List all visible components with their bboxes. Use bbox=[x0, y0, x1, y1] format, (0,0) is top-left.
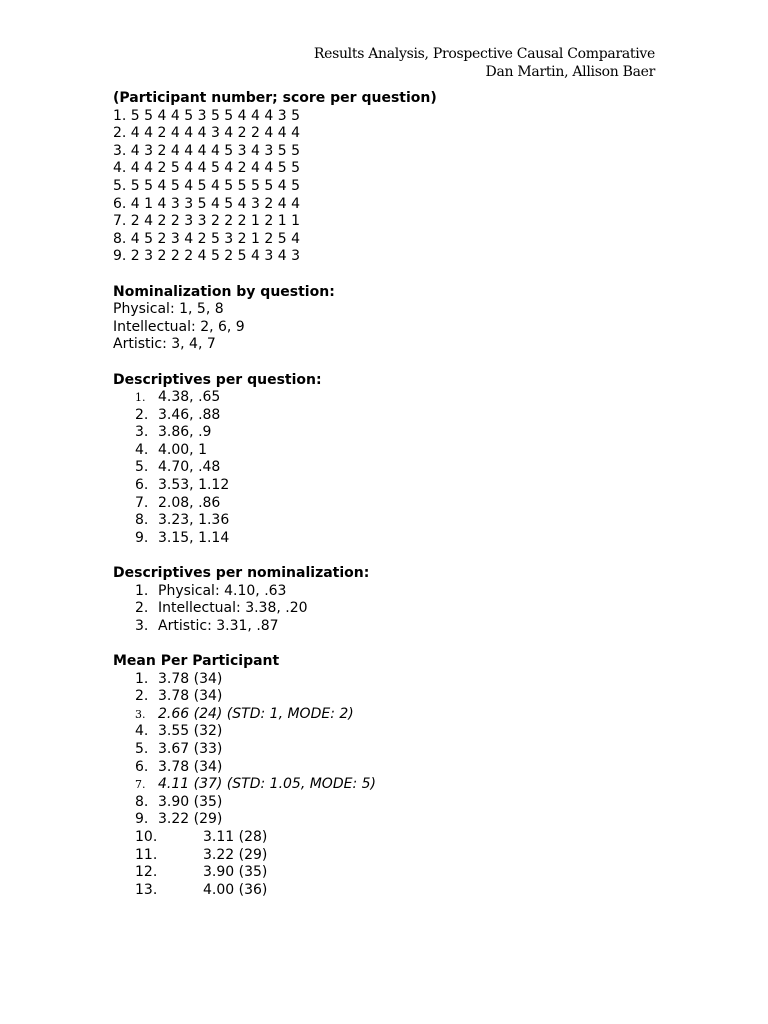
header-authors: Dan Martin, Allison Baer bbox=[485, 64, 655, 80]
participant-row: 3. 4 3 2 4 4 4 4 5 3 4 3 5 5 bbox=[113, 142, 301, 159]
participants-heading: (Participant number; score per question) bbox=[113, 90, 437, 106]
list-item-text: 3.46, .88 bbox=[158, 406, 221, 423]
participant-row: 8. 4 5 2 3 4 2 5 3 2 1 2 5 4 bbox=[113, 230, 301, 247]
list-item bbox=[113, 882, 673, 900]
list-item-number: 1. bbox=[135, 582, 149, 599]
list-item-number: 8. bbox=[135, 793, 149, 810]
list-item-text: 4.70, .48 bbox=[158, 459, 221, 476]
list-item bbox=[113, 794, 673, 812]
list-item-text: 3.23, 1.36 bbox=[158, 512, 230, 529]
document-header bbox=[314, 45, 655, 81]
list-item-number: 3. bbox=[135, 617, 149, 634]
list-item-number: 1. bbox=[135, 391, 146, 405]
list-item-number: 7. bbox=[135, 494, 149, 511]
list-item bbox=[113, 864, 673, 882]
list-item-number: 3. bbox=[135, 707, 146, 721]
list-item-text: 3.53, 1.12 bbox=[158, 477, 230, 494]
list-item bbox=[113, 618, 673, 636]
list-item-text: 4.38, .65 bbox=[158, 389, 221, 406]
list-item bbox=[113, 706, 673, 724]
list-item-number: 6. bbox=[135, 758, 149, 775]
list-item-text: 2.66 (24) (STD: 1, MODE: 2) bbox=[158, 705, 354, 722]
nominalization-line: Artistic: 3, 4, 7 bbox=[113, 336, 216, 353]
list-item-number: 2. bbox=[135, 600, 149, 617]
list-item bbox=[113, 847, 673, 865]
list-item bbox=[113, 776, 673, 794]
mean-participant-heading: Mean Per Participant bbox=[113, 653, 280, 669]
list-item bbox=[113, 495, 673, 513]
list-item-text: 3.22 (29) bbox=[203, 846, 268, 863]
list-item-number: 12. bbox=[135, 864, 158, 881]
list-item-number: 13. bbox=[135, 881, 158, 898]
list-item-text: Intellectual: 3.38, .20 bbox=[158, 600, 308, 617]
list-item-number: 8. bbox=[135, 512, 149, 529]
spacer bbox=[113, 266, 673, 284]
list-item-text: 3.90 (35) bbox=[158, 793, 223, 810]
participant-row: 9. 2 3 2 2 2 4 5 2 5 4 3 4 3 bbox=[113, 248, 301, 265]
list-item bbox=[113, 389, 673, 407]
list-item-number: 4. bbox=[135, 723, 149, 740]
participant-row: 1. 5 5 4 4 5 3 5 5 4 4 4 3 5 bbox=[113, 107, 301, 124]
list-item-number: 7. bbox=[135, 778, 146, 792]
participant-row: 4. 4 4 2 5 4 4 5 4 2 4 4 5 5 bbox=[113, 160, 301, 177]
list-item-number: 1. bbox=[135, 670, 149, 687]
descriptives-question-heading: Descriptives per question: bbox=[113, 371, 322, 388]
list-item-number: 4. bbox=[135, 441, 149, 458]
list-item bbox=[113, 424, 673, 442]
list-item-number: 6. bbox=[135, 477, 149, 494]
spacer bbox=[113, 547, 673, 565]
header-title: Results Analysis, Prospective Causal Comparative bbox=[313, 46, 655, 62]
list-item-text: 4.00 (36) bbox=[203, 881, 268, 898]
list-item-number: 5. bbox=[135, 740, 149, 757]
list-item bbox=[113, 759, 673, 777]
list-item-text: 3.78 (34) bbox=[158, 670, 223, 687]
list-item bbox=[113, 512, 673, 530]
list-item-text: 3.22 (29) bbox=[158, 811, 223, 828]
list-item-number: 9. bbox=[135, 811, 149, 828]
spacer bbox=[113, 354, 673, 372]
list-item bbox=[113, 459, 673, 477]
list-item-text: 3.90 (35) bbox=[203, 864, 268, 881]
nominalization-line: Intellectual: 2, 6, 9 bbox=[113, 318, 245, 335]
list-item-text: 3.78 (34) bbox=[158, 688, 223, 705]
nominalization-line: Physical: 1, 5, 8 bbox=[113, 301, 224, 318]
spacer bbox=[113, 635, 673, 653]
list-item-number: 5. bbox=[135, 459, 149, 476]
list-item bbox=[113, 600, 673, 618]
participant-row: 6. 4 1 4 3 3 5 4 5 4 3 2 4 4 bbox=[113, 195, 301, 212]
list-item-text: 3.11 (28) bbox=[203, 828, 268, 845]
list-item-number: 3. bbox=[135, 424, 149, 441]
list-item bbox=[113, 671, 673, 689]
list-item-number: 11. bbox=[135, 846, 158, 863]
list-item-text: 3.86, .9 bbox=[158, 424, 212, 441]
list-item bbox=[113, 407, 673, 425]
list-item bbox=[113, 829, 673, 847]
list-item bbox=[113, 583, 673, 601]
participant-row: 7. 2 4 2 2 3 3 2 2 2 1 2 1 1 bbox=[113, 213, 301, 230]
list-item-number: 2. bbox=[135, 688, 149, 705]
participant-row: 5. 5 5 4 5 4 5 4 5 5 5 5 4 5 bbox=[113, 177, 301, 194]
list-item-text: 2.08, .86 bbox=[158, 494, 221, 511]
nominalization-heading: Nominalization by question: bbox=[113, 283, 335, 300]
list-item-text: 3.15, 1.14 bbox=[158, 529, 230, 546]
list-item-text: 4.00, 1 bbox=[158, 441, 207, 458]
list-item bbox=[113, 811, 673, 829]
participant-row: 2. 4 4 2 4 4 4 3 4 2 2 4 4 4 bbox=[113, 125, 301, 142]
list-item-text: Artistic: 3.31, .87 bbox=[158, 617, 279, 634]
list-item-number: 9. bbox=[135, 529, 149, 546]
list-item-text: 3.67 (33) bbox=[158, 740, 223, 757]
descriptives-nominal-heading: Descriptives per nominalization: bbox=[113, 565, 370, 582]
document-body bbox=[113, 90, 673, 899]
list-item-text: 3.78 (34) bbox=[158, 758, 223, 775]
list-item bbox=[113, 530, 673, 548]
list-item bbox=[113, 723, 673, 741]
list-item-text: 4.11 (37) (STD: 1.05, MODE: 5) bbox=[158, 776, 376, 793]
list-item bbox=[113, 442, 673, 460]
list-item-number: 10. bbox=[135, 828, 158, 845]
list-item-text: Physical: 4.10, .63 bbox=[158, 582, 287, 599]
list-item-number: 2. bbox=[135, 406, 149, 423]
list-item bbox=[113, 741, 673, 759]
list-item bbox=[113, 477, 673, 495]
list-item bbox=[113, 688, 673, 706]
list-item-text: 3.55 (32) bbox=[158, 723, 223, 740]
